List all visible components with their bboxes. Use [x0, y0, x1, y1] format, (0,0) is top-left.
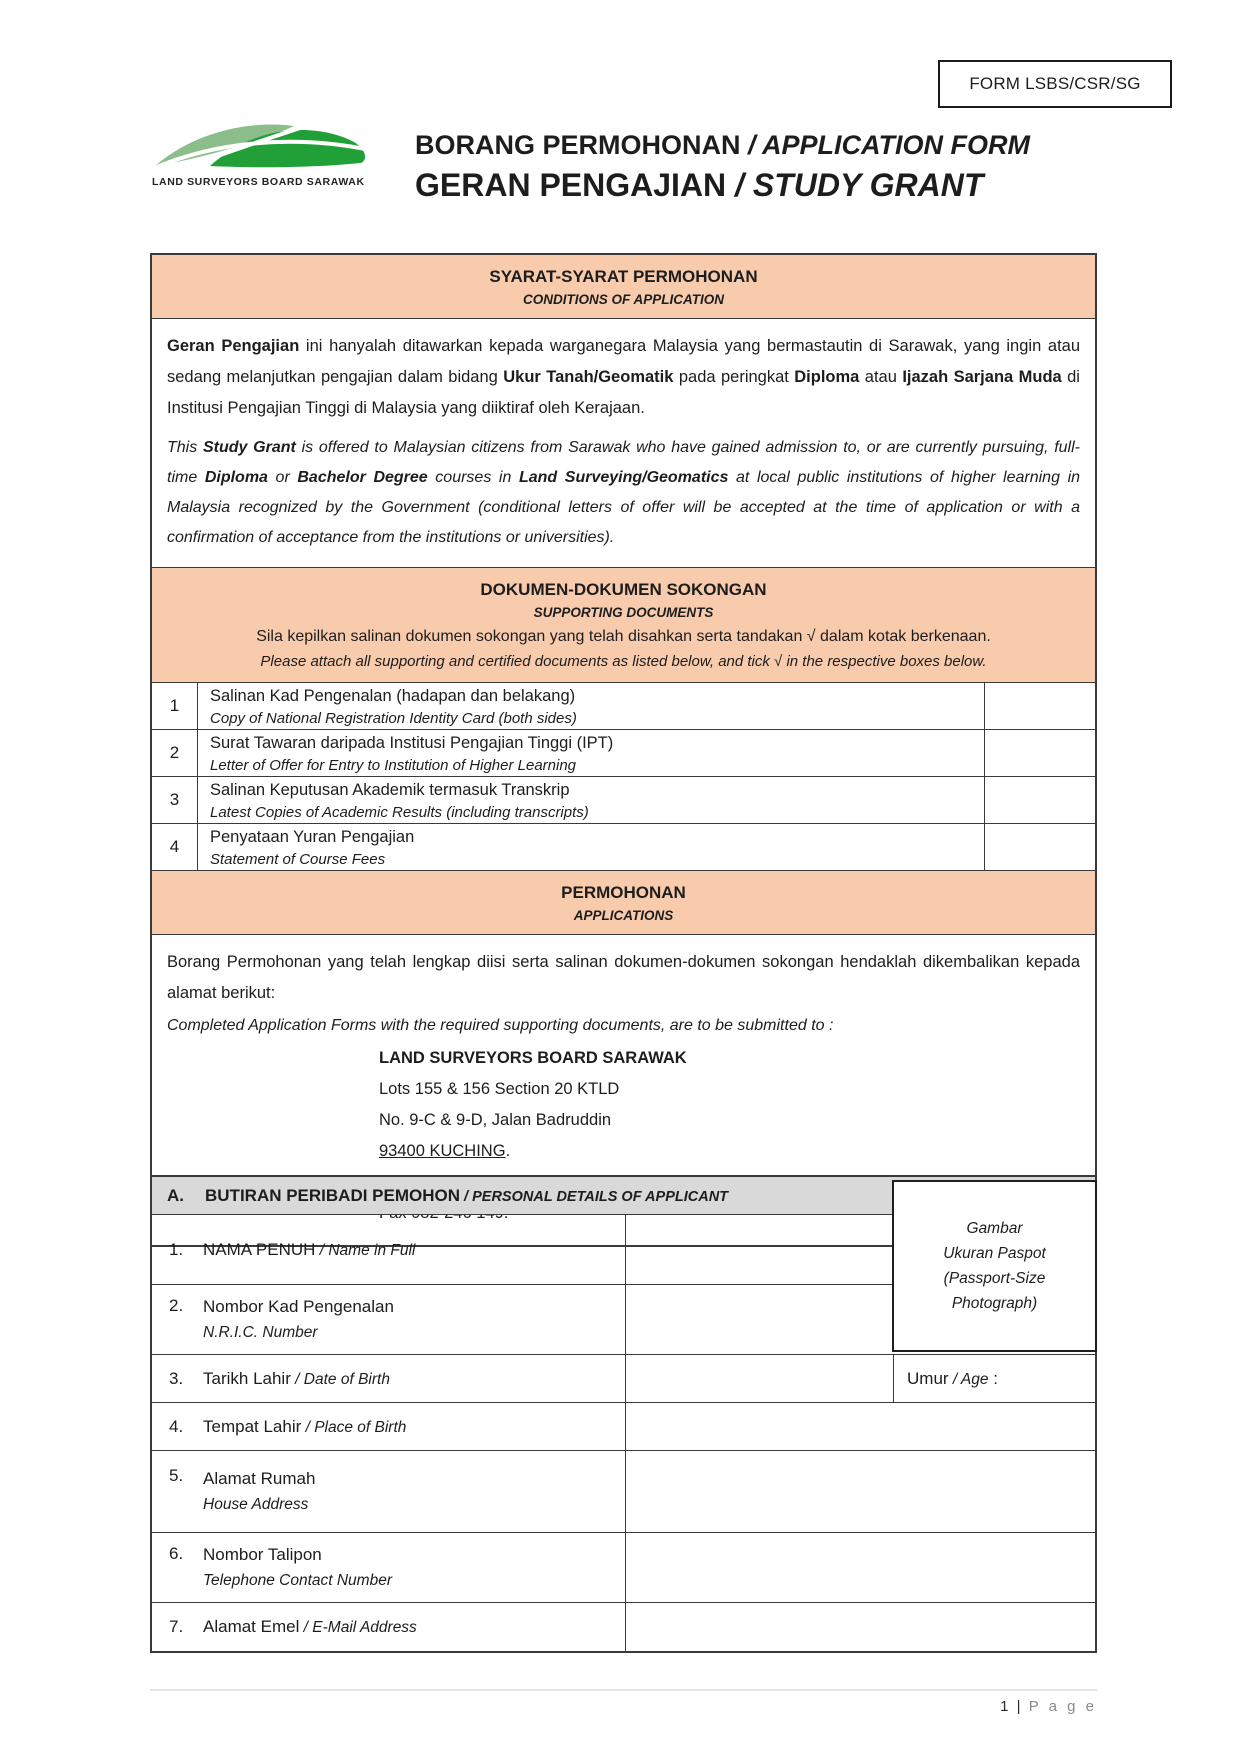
document-number: 1 — [152, 683, 198, 729]
text-segment: at local public institutions of higher learning in Malaysia recognized by the Government (conditional letters of offer will be accepted at the time of application or with a confirmation of acceptance from the institutions or universities). — [167, 469, 1081, 546]
conditions-header-malay: SYARAT-SYARAT PERMOHONAN — [489, 267, 758, 286]
field-label-english: N.R.I.C. Number — [203, 1324, 318, 1341]
document-title-english: Copy of National Registration Identity Card (both sides) — [210, 710, 577, 727]
photo-box-line: Photograph) — [951, 1295, 1038, 1312]
section-a-title-separator: / — [460, 1188, 473, 1205]
field-label-email — [152, 1603, 626, 1651]
age-label-separator: / — [948, 1370, 961, 1388]
logo-caption: LAND SURVEYORS BOARD SARAWAK — [152, 176, 365, 188]
field-label-separator: / — [315, 1241, 329, 1259]
document-title-cell — [198, 730, 985, 776]
field-input-email-address[interactable] — [626, 1603, 1095, 1651]
field-label-separator: / — [290, 1370, 304, 1388]
supporting-documents-instruction-english: Please attach all supporting and certified documents as listed below, and tick √ in the respective boxes below. — [260, 653, 987, 670]
supporting-documents-instruction-malay: Sila kepilkan salinan dokumen sokongan yang telah disahkan serta tandakan √ dalam kotak berkenaan. — [256, 628, 991, 645]
field-label-telephone — [152, 1533, 626, 1602]
passport-photo-box — [892, 1180, 1097, 1352]
field-label-text — [203, 1294, 394, 1345]
field-row-split — [626, 1355, 1095, 1402]
supporting-documents-header-english: SUPPORTING DOCUMENTS — [533, 605, 714, 620]
supporting-documents-header — [152, 568, 1095, 683]
applications-paragraph-english: Completed Application Forms with the required supporting documents, are to be submitted to : — [167, 1017, 834, 1034]
photo-box-line: Gambar — [966, 1220, 1023, 1237]
document-title-english: Statement of Course Fees — [210, 851, 386, 868]
text-segment: Diploma — [204, 469, 268, 486]
address-city-line — [379, 1136, 1080, 1167]
text-segment: or — [267, 469, 298, 486]
page-word: P a g e — [1028, 1698, 1097, 1715]
age-label — [907, 1369, 998, 1389]
text-segment: Bachelor Degree — [297, 469, 428, 486]
field-label-nric — [152, 1285, 626, 1354]
text-segment: Diploma — [794, 368, 860, 386]
page-number: 1 — [1000, 1698, 1017, 1715]
field-label-house-address — [152, 1451, 626, 1532]
document-number: 2 — [152, 730, 198, 776]
address-line-1: Lots 155 & 156 Section 20 KTLD — [379, 1080, 620, 1098]
conditions-table — [150, 253, 1097, 1247]
form-code: FORM LSBS/CSR/SG — [969, 74, 1141, 93]
field-label-place-of-birth — [152, 1403, 626, 1450]
document-checkbox-4[interactable] — [985, 824, 1095, 870]
field-label-text — [203, 1617, 417, 1637]
form-field-row — [152, 1533, 1095, 1603]
document-title-malay: Salinan Kad Pengenalan (hadapan dan belakang) — [210, 687, 576, 705]
document-row — [152, 683, 1095, 730]
field-label-malay: Alamat Emel — [203, 1617, 300, 1636]
footer-divider — [150, 1689, 1097, 1691]
field-input-place-of-birth[interactable] — [626, 1403, 1095, 1450]
title-line2-malay: GERAN PENGAJIAN — [415, 167, 727, 203]
title-line1-malay: BORANG PERMOHONAN — [415, 130, 741, 160]
applications-header — [152, 871, 1095, 935]
document-title — [415, 130, 1030, 204]
text-segment: Land Surveying/Geomatics — [518, 469, 729, 486]
document-number: 3 — [152, 777, 198, 823]
applications-paragraph-malay: Borang Permohonan yang telah lengkap diisi serta salinan dokumen-dokumen sokongan hendaklah dikembalikan kepada alamat berikut: — [167, 953, 1080, 1002]
document-title-cell — [198, 777, 985, 823]
field-number: 4. — [169, 1416, 184, 1436]
field-number: 6. — [169, 1544, 184, 1563]
page-number-separator: | — [1016, 1698, 1029, 1715]
section-a-title-malay: BUTIRAN PERIBADI PEMOHON — [205, 1185, 461, 1205]
field-label-text — [203, 1240, 415, 1260]
title-line-1 — [415, 130, 1030, 161]
age-label-malay: Umur — [907, 1368, 949, 1388]
text-segment: atau — [859, 368, 903, 386]
document-checkbox-3[interactable] — [985, 777, 1095, 823]
field-label-malay: Nombor Talipon — [203, 1545, 322, 1564]
title-line-2 — [415, 167, 1030, 204]
address-city: 93400 KUCHING — [379, 1142, 506, 1160]
field-label-english: E-Mail Address — [312, 1619, 417, 1636]
field-label-text — [203, 1417, 406, 1437]
document-row — [152, 777, 1095, 824]
text-segment: Ukur Tanah/Geomatik — [503, 368, 674, 386]
address-line-2: No. 9-C & 9-D, Jalan Badruddin — [379, 1111, 612, 1129]
document-title-malay: Penyataan Yuran Pengajian — [210, 828, 415, 846]
form-field-row — [152, 1603, 1095, 1651]
supporting-documents-header-malay: DOKUMEN-DOKUMEN SOKONGAN — [480, 580, 767, 599]
document-title-malay: Salinan Keputusan Akademik termasuk Transkrip — [210, 781, 570, 799]
field-label-date-of-birth — [152, 1355, 626, 1402]
document-row — [152, 730, 1095, 777]
document-title-cell — [198, 824, 985, 870]
field-label-malay: Alamat Rumah — [203, 1469, 316, 1488]
text-segment: is offered to Malaysian citizens from Sarawak who have gained admission to, or are currently pursuing, full-time — [167, 439, 1080, 486]
section-a-title-english: PERSONAL DETAILS OF APPLICANT — [472, 1188, 729, 1205]
field-label-english: Place of Birth — [314, 1418, 407, 1436]
applications-header-english: APPLICATIONS — [573, 908, 674, 923]
field-input-telephone-number[interactable] — [626, 1533, 1095, 1602]
field-label-english: Name in Full — [328, 1241, 416, 1259]
age-label-colon: : — [988, 1368, 998, 1388]
document-title-cell — [198, 683, 985, 729]
document-row — [152, 824, 1095, 871]
text-segment: courses in — [427, 469, 519, 486]
field-label-malay: Tarikh Lahir — [203, 1368, 291, 1388]
field-label-name — [152, 1215, 626, 1284]
field-number: 2. — [169, 1296, 184, 1315]
field-label-text — [203, 1466, 315, 1517]
document-title-malay: Surat Tawaran daripada Institusi Pengajian Tinggi (IPT) — [210, 734, 614, 752]
address-city-suffix: . — [505, 1142, 511, 1160]
field-input-house-address[interactable] — [626, 1451, 1095, 1532]
form-field-row — [152, 1403, 1095, 1451]
form-field-row — [152, 1451, 1095, 1533]
field-label-english: Date of Birth — [303, 1370, 390, 1388]
section-a-title — [205, 1186, 728, 1206]
field-label-separator: / — [301, 1418, 315, 1436]
text-segment: Geran Pengajian — [167, 337, 300, 355]
hills-logo-icon — [152, 116, 370, 174]
field-number: 5. — [169, 1466, 184, 1485]
field-label-malay: Tempat Lahir — [203, 1416, 302, 1436]
page-footer — [150, 1698, 1097, 1715]
text-segment: di Institusi Pengajian Tinggi di Malaysia yang diiktiraf oleh Kerajaan. — [167, 368, 1080, 417]
org-logo — [152, 116, 370, 188]
text-segment: ini hanyalah ditawarkan kepada warganegara Malaysia yang bermastautin di Sarawak, yang ingin atau sedang melanjutkan pengajian dalam bidang — [167, 337, 1081, 386]
title-line2-english: STUDY GRANT — [752, 167, 984, 203]
title-line2-separator: / — [726, 167, 753, 203]
field-label-text — [203, 1542, 392, 1593]
age-label-english: Age — [960, 1370, 989, 1388]
title-line1-separator: / — [740, 130, 763, 160]
field-input-date-of-birth[interactable] — [626, 1355, 894, 1402]
field-number: 7. — [169, 1617, 184, 1636]
document-checkbox-2[interactable] — [985, 730, 1095, 776]
field-label-malay: NAMA PENUH — [203, 1239, 316, 1259]
address-org-name: LAND SURVEYORS BOARD SARAWAK — [379, 1049, 687, 1067]
text-segment: pada peringkat — [673, 368, 795, 386]
field-label-text — [203, 1369, 390, 1389]
conditions-paragraph-malay — [167, 331, 1080, 424]
conditions-paragraph-english — [167, 433, 1080, 553]
document-checkbox-1[interactable] — [985, 683, 1095, 729]
text-segment: Study Grant — [202, 439, 296, 456]
conditions-header — [152, 255, 1095, 319]
form-field-row — [152, 1355, 1095, 1403]
document-title-english: Letter of Offer for Entry to Institution of Higher Learning — [210, 757, 577, 774]
field-label-malay: Nombor Kad Pengenalan — [203, 1297, 394, 1316]
field-number: 1. — [169, 1239, 184, 1259]
photo-box-line: (Passport-Size — [943, 1270, 1046, 1287]
conditions-body — [152, 319, 1095, 568]
text-segment: This — [167, 439, 203, 456]
title-line1-english: APPLICATION FORM — [762, 130, 1031, 160]
document-title-english: Latest Copies of Academic Results (including transcripts) — [210, 804, 589, 821]
field-number: 3. — [169, 1368, 184, 1388]
document-number: 4 — [152, 824, 198, 870]
form-code-box — [938, 60, 1172, 108]
section-a-letter: A. — [167, 1185, 184, 1205]
text-segment: Ijazah Sarjana Muda — [902, 368, 1062, 386]
photo-box-line: Ukuran Paspot — [943, 1245, 1046, 1262]
applications-header-malay: PERMOHONAN — [561, 883, 686, 902]
field-label-english: House Address — [203, 1496, 309, 1513]
field-label-separator: / — [299, 1619, 313, 1636]
conditions-header-english: CONDITIONS OF APPLICATION — [523, 292, 724, 307]
field-input-age[interactable] — [894, 1355, 1095, 1402]
field-label-english: Telephone Contact Number — [203, 1572, 392, 1589]
